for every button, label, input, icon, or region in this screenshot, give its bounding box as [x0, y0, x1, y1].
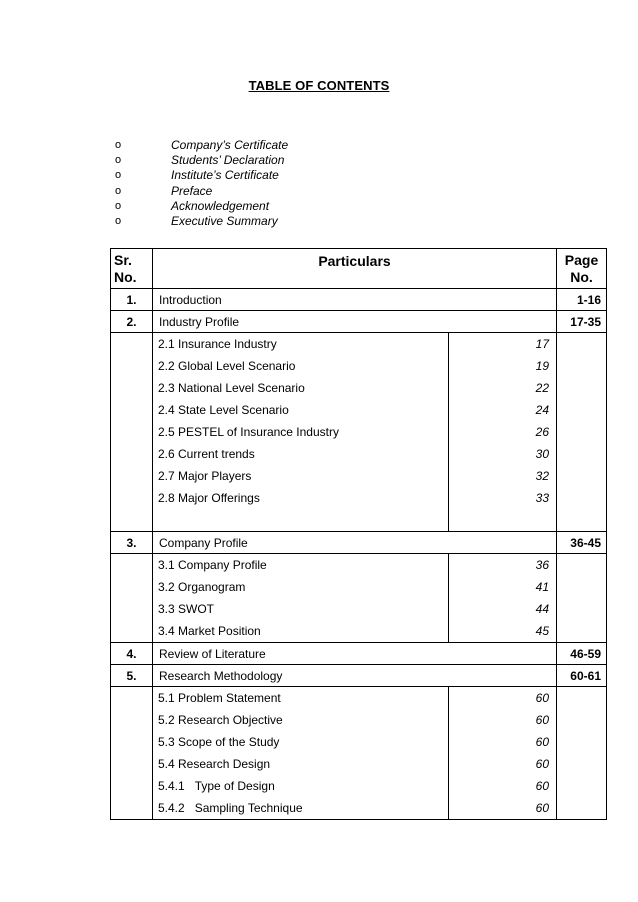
bullet-icon: o [115, 199, 122, 212]
section-row [111, 289, 607, 311]
subsection-page: 32 [449, 465, 557, 487]
section-row [111, 311, 607, 333]
page-title: TABLE OF CONTENTS [248, 78, 390, 93]
subsection-page: 30 [449, 443, 557, 465]
bullet-icon: o [115, 215, 122, 228]
bullet-icon: o [115, 138, 122, 151]
subsection-row [153, 443, 556, 465]
subsection-table [153, 687, 556, 819]
subsection-table [153, 554, 556, 642]
subsection-page: 17 [449, 333, 557, 355]
particulars-header: Particulars [153, 249, 557, 289]
subsection-page: 24 [449, 399, 557, 421]
empty-cell [111, 554, 153, 643]
front-matter-item [115, 183, 288, 198]
subsection-page: 41 [449, 576, 557, 598]
subsection-title: 5.4 Research Design [158, 757, 271, 771]
front-matter-text: Institute’s Certificate [171, 168, 279, 183]
subsection-title: 2.4 State Level Scenario [158, 403, 289, 417]
subsection-page: 19 [449, 355, 557, 377]
subsection-title: 2.7 Major Players [158, 469, 252, 483]
toc-body [111, 289, 607, 820]
subsection-page: 26 [449, 421, 557, 443]
subsection-title: 2.8 Major Offerings [158, 491, 260, 505]
section-row [111, 532, 607, 554]
section-pages: 36-45 [557, 532, 607, 554]
subsection-page: 36 [449, 554, 557, 576]
subsection-title: 2.3 National Level Scenario [158, 381, 305, 395]
subsection-row [153, 687, 556, 709]
subsection-title: 2.2 Global Level Scenario [158, 359, 296, 373]
front-matter-text: Company’s Certificate [171, 137, 289, 152]
subsection-title: 3.1 Company Profile [158, 558, 267, 572]
subsection-row [153, 377, 556, 399]
subsection-block [111, 333, 607, 532]
front-matter-item [115, 137, 288, 152]
subsection-row [153, 598, 556, 620]
section-pages: 17-35 [557, 311, 607, 333]
page-no-header [557, 249, 607, 289]
subsection-row [153, 421, 556, 443]
subsection-row [153, 753, 556, 775]
subsection-title: 2.6 Current trends [158, 447, 255, 461]
subsection-title: 5.2 Research Objective [158, 713, 283, 727]
section-pages: 60-61 [557, 665, 607, 687]
section-title: Company Profile [153, 532, 557, 554]
page-header-line1: Page [564, 252, 599, 268]
subsection-cell [153, 554, 557, 643]
subsection-page: 45 [449, 620, 557, 642]
subsection-row [153, 576, 556, 598]
spacer-page-cell [449, 509, 557, 531]
subsection-page: 60 [449, 775, 557, 797]
sr-no-header [111, 249, 153, 289]
front-matter-text: Executive Summary [171, 214, 278, 229]
subsection-row [153, 333, 556, 355]
subsection-row [153, 355, 556, 377]
section-pages: 1-16 [557, 289, 607, 311]
section-row [111, 665, 607, 687]
front-matter-item [115, 168, 288, 183]
subsection-title: 3.2 Organogram [158, 580, 246, 594]
subsection-page: 22 [449, 377, 557, 399]
subsection-page: 60 [449, 709, 557, 731]
subsection-row [153, 465, 556, 487]
front-matter-list [115, 137, 288, 229]
subsection-page: 44 [449, 598, 557, 620]
front-matter-text: Preface [171, 183, 213, 198]
subsection-title: 3.4 Market Position [158, 624, 261, 638]
empty-cell [557, 554, 607, 643]
subsection-cell [153, 687, 557, 820]
subsection-title: 2.1 Insurance Industry [158, 337, 277, 351]
subsection-title: 5.4.1 Type of Design [158, 779, 275, 793]
sr-header-line1: Sr. [114, 252, 132, 268]
section-number: 2. [111, 311, 153, 333]
subsection-title: 5.4.2 Sampling Technique [158, 801, 303, 815]
subsection-block [111, 687, 607, 820]
empty-cell [111, 687, 153, 820]
sr-header-line2: No. [114, 269, 137, 285]
section-pages: 46-59 [557, 643, 607, 665]
subsection-title: 5.1 Problem Statement [158, 691, 281, 705]
section-title: Introduction [153, 289, 557, 311]
subsection-page: 60 [449, 687, 557, 709]
subsection-block [111, 554, 607, 643]
empty-cell [111, 333, 153, 532]
section-row [111, 643, 607, 665]
subsection-page: 60 [449, 731, 557, 753]
front-matter-text: Acknowledgement [171, 198, 270, 213]
section-number: 5. [111, 665, 153, 687]
subsection-page: 60 [449, 753, 557, 775]
subsection-row [153, 620, 556, 642]
section-title: Review of Literature [153, 643, 557, 665]
subsection-page: 33 [449, 487, 557, 509]
bullet-icon: o [115, 169, 122, 182]
subsection-row [153, 709, 556, 731]
section-title: Industry Profile [153, 311, 557, 333]
front-matter-item [115, 198, 288, 213]
bullet-icon: o [115, 153, 122, 166]
spacer-row [153, 509, 556, 531]
section-number: 1. [111, 289, 153, 311]
subsection-table [153, 333, 556, 531]
front-matter-item [115, 152, 288, 167]
subsection-cell [153, 333, 557, 532]
subsection-title: 5.3 Scope of the Study [158, 735, 280, 749]
subsection-row [153, 399, 556, 421]
subsection-row [153, 797, 556, 819]
front-matter-item [115, 213, 288, 228]
toc-table [110, 248, 607, 820]
page-header-line2: No. [570, 269, 593, 285]
subsection-title: 2.5 PESTEL of Insurance Industry [158, 425, 339, 439]
front-matter-text: Students’ Declaration [171, 152, 285, 167]
section-number: 4. [111, 643, 153, 665]
empty-cell [557, 687, 607, 820]
subsection-row [153, 487, 556, 509]
bullet-icon: o [115, 184, 122, 197]
subsection-row [153, 731, 556, 753]
subsection-row [153, 775, 556, 797]
subsection-row [153, 554, 556, 576]
subsection-page: 60 [449, 797, 557, 819]
section-title: Research Methodology [153, 665, 557, 687]
toc-header-row [111, 249, 607, 289]
empty-cell [557, 333, 607, 532]
section-number: 3. [111, 532, 153, 554]
subsection-title: 3.3 SWOT [158, 602, 215, 616]
spacer-cell [153, 509, 449, 531]
